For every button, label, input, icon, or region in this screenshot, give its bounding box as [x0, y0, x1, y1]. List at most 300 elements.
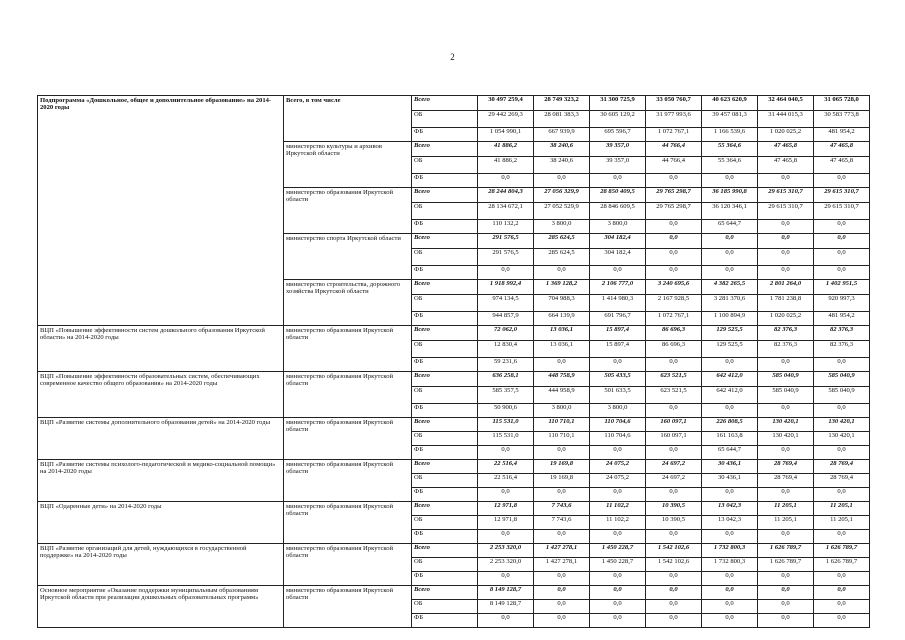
- amount-cell: 82 376,3: [814, 326, 870, 341]
- amount-cell: 28 846 609,5: [590, 203, 646, 220]
- amount-cell: 501 633,5: [590, 387, 646, 404]
- amount-cell: 110 704,6: [590, 432, 646, 446]
- amount-cell: 11 205,1: [814, 502, 870, 516]
- amount-cell: 0,0: [478, 488, 534, 502]
- amount-cell: 691 796,7: [590, 312, 646, 326]
- executor-cell: министерство образования Иркутской области: [284, 460, 412, 502]
- amount-cell: 22 516,4: [478, 474, 534, 488]
- amount-cell: 28 769,4: [814, 474, 870, 488]
- amount-cell: 65 644,7: [702, 220, 758, 234]
- amount-cell: 0,0: [758, 358, 814, 372]
- amount-cell: 29 615 310,7: [758, 188, 814, 203]
- amount-cell: 1 542 102,6: [646, 558, 702, 572]
- amount-cell: 115 531,0: [478, 432, 534, 446]
- amount-cell: 11 205,1: [758, 502, 814, 516]
- amount-cell: 1 626 789,7: [814, 544, 870, 558]
- funding-source-cell: ФБ: [412, 128, 478, 142]
- amount-cell: 0,0: [814, 358, 870, 372]
- amount-cell: 642 412,0: [702, 372, 758, 387]
- executor-cell: министерство образования Иркутской области: [284, 544, 412, 586]
- amount-cell: 664 139,9: [534, 312, 590, 326]
- amount-cell: 0,0: [646, 220, 702, 234]
- amount-cell: 1 072 767,1: [646, 128, 702, 142]
- amount-cell: 226 808,5: [702, 418, 758, 432]
- amount-cell: 30 605 129,2: [590, 111, 646, 128]
- amount-cell: 8 149 128,7: [478, 600, 534, 614]
- amount-cell: 1 369 128,2: [534, 280, 590, 295]
- amount-cell: 29 765 298,7: [646, 188, 702, 203]
- amount-cell: 0,0: [590, 586, 646, 600]
- amount-cell: 636 258,1: [478, 372, 534, 387]
- funding-source-cell: ОБ: [412, 341, 478, 358]
- amount-cell: 13 042,3: [702, 516, 758, 530]
- amount-cell: 2 801 264,0: [758, 280, 814, 295]
- amount-cell: 0,0: [758, 404, 814, 418]
- amount-cell: 0,0: [646, 358, 702, 372]
- amount-cell: 0,0: [758, 220, 814, 234]
- amount-cell: 0,0: [702, 530, 758, 544]
- amount-cell: 7 743,6: [534, 502, 590, 516]
- funding-source-cell: ФБ: [412, 488, 478, 502]
- amount-cell: 39 357,0: [590, 142, 646, 157]
- amount-cell: 110 132,2: [478, 220, 534, 234]
- amount-cell: 27 056 329,9: [534, 188, 590, 203]
- amount-cell: 0,0: [590, 266, 646, 280]
- amount-cell: 19 169,8: [534, 474, 590, 488]
- amount-cell: 0,0: [702, 572, 758, 586]
- amount-cell: 28 769,4: [814, 460, 870, 474]
- funding-source-cell: Всего: [412, 234, 478, 249]
- amount-cell: 585 040,9: [758, 387, 814, 404]
- amount-cell: 0,0: [702, 614, 758, 628]
- amount-cell: 2 167 928,5: [646, 295, 702, 312]
- amount-cell: 86 696,3: [646, 326, 702, 341]
- executor-cell: Всего, в том числе: [284, 96, 412, 142]
- program-name-cell: ВЦП «Повышение эффективности образовательных систем, обеспечивающих современное качество общего образования» на 2014-2020 годы: [38, 372, 284, 418]
- amount-cell: 695 596,7: [590, 128, 646, 142]
- amount-cell: 1 781 238,8: [758, 295, 814, 312]
- amount-cell: 22 516,4: [478, 460, 534, 474]
- funding-source-cell: ФБ: [412, 572, 478, 586]
- amount-cell: 0,0: [478, 174, 534, 188]
- page-number: 2: [450, 52, 455, 62]
- amount-cell: 11 102,2: [590, 502, 646, 516]
- amount-cell: 41 886,2: [478, 142, 534, 157]
- amount-cell: 59 231,6: [478, 358, 534, 372]
- amount-cell: 0,0: [758, 174, 814, 188]
- amount-cell: 13 042,3: [702, 502, 758, 516]
- amount-cell: 0,0: [534, 586, 590, 600]
- amount-cell: 29 615 310,7: [814, 203, 870, 220]
- amount-cell: 41 886,2: [478, 157, 534, 174]
- amount-cell: 667 939,9: [534, 128, 590, 142]
- amount-cell: 0,0: [534, 488, 590, 502]
- amount-cell: 130 420,1: [758, 432, 814, 446]
- amount-cell: 55 364,6: [702, 142, 758, 157]
- amount-cell: 481 954,2: [814, 128, 870, 142]
- amount-cell: 31 977 993,6: [646, 111, 702, 128]
- amount-cell: 974 134,5: [478, 295, 534, 312]
- amount-cell: 1 450 228,7: [590, 544, 646, 558]
- amount-cell: 15 897,4: [590, 326, 646, 341]
- table-row: [38, 502, 870, 516]
- amount-cell: 8 149 128,7: [478, 586, 534, 600]
- amount-cell: 29 442 269,3: [478, 111, 534, 128]
- amount-cell: 304 182,4: [590, 249, 646, 266]
- amount-cell: 31 444 015,3: [758, 111, 814, 128]
- amount-cell: 15 897,4: [590, 341, 646, 358]
- amount-cell: 27 052 529,9: [534, 203, 590, 220]
- funding-source-cell: Всего: [412, 188, 478, 203]
- amount-cell: 39 457 081,3: [702, 111, 758, 128]
- table-row: [38, 418, 870, 432]
- amount-cell: 110 710,1: [534, 418, 590, 432]
- amount-cell: 47 465,8: [758, 157, 814, 174]
- funding-source-cell: Всего: [412, 460, 478, 474]
- amount-cell: 0,0: [534, 358, 590, 372]
- amount-cell: 0,0: [702, 234, 758, 249]
- amount-cell: 0,0: [534, 446, 590, 460]
- amount-cell: 0,0: [646, 266, 702, 280]
- funding-source-cell: ОБ: [412, 516, 478, 530]
- amount-cell: 291 576,5: [478, 249, 534, 266]
- amount-cell: 0,0: [758, 614, 814, 628]
- table-row: [38, 372, 870, 387]
- funding-source-cell: ОБ: [412, 157, 478, 174]
- amount-cell: 0,0: [702, 488, 758, 502]
- amount-cell: 0,0: [758, 266, 814, 280]
- amount-cell: 0,0: [590, 530, 646, 544]
- amount-cell: 0,0: [478, 266, 534, 280]
- amount-cell: 585 040,9: [814, 372, 870, 387]
- amount-cell: 0,0: [702, 174, 758, 188]
- amount-cell: 50 900,6: [478, 404, 534, 418]
- funding-source-cell: ФБ: [412, 358, 478, 372]
- amount-cell: 0,0: [758, 446, 814, 460]
- amount-cell: 0,0: [534, 614, 590, 628]
- funding-source-cell: ОБ: [412, 111, 478, 128]
- amount-cell: 0,0: [814, 530, 870, 544]
- funding-source-cell: ОБ: [412, 600, 478, 614]
- amount-cell: 0,0: [814, 586, 870, 600]
- amount-cell: 19 169,8: [534, 460, 590, 474]
- amount-cell: 10 390,5: [646, 516, 702, 530]
- amount-cell: 82 376,3: [758, 341, 814, 358]
- amount-cell: 28 244 804,3: [478, 188, 534, 203]
- amount-cell: 3 800,0: [534, 220, 590, 234]
- funding-source-cell: Всего: [412, 502, 478, 516]
- amount-cell: 0,0: [646, 174, 702, 188]
- amount-cell: 0,0: [590, 572, 646, 586]
- amount-cell: 47 465,8: [814, 142, 870, 157]
- amount-cell: 82 376,3: [758, 326, 814, 341]
- amount-cell: 1 072 767,1: [646, 312, 702, 326]
- funding-source-cell: ФБ: [412, 404, 478, 418]
- amount-cell: 110 710,1: [534, 432, 590, 446]
- amount-cell: 0,0: [702, 600, 758, 614]
- amount-cell: 30 497 259,4: [478, 96, 534, 111]
- program-name-cell: Основное мероприятие «Оказание поддержки муниципальным образованиям Иркутской области при реализации дошкольных образовательных программ»: [38, 586, 284, 628]
- amount-cell: 291 576,5: [478, 234, 534, 249]
- amount-cell: 0,0: [646, 488, 702, 502]
- executor-cell: министерство образования Иркутской области: [284, 188, 412, 234]
- amount-cell: 1 166 539,6: [702, 128, 758, 142]
- amount-cell: 4 382 265,5: [702, 280, 758, 295]
- program-name-cell: ВЦП «Повышение эффективности систем дошкольного образования Иркутской области» на 2014-2020 годы: [38, 326, 284, 372]
- amount-cell: 24 697,2: [646, 474, 702, 488]
- amount-cell: 2 106 777,0: [590, 280, 646, 295]
- amount-cell: 1 450 228,7: [590, 558, 646, 572]
- amount-cell: 0,0: [702, 266, 758, 280]
- amount-cell: 0,0: [590, 358, 646, 372]
- amount-cell: 28 769,4: [758, 474, 814, 488]
- funding-source-cell: Всего: [412, 418, 478, 432]
- amount-cell: 11 205,1: [758, 516, 814, 530]
- amount-cell: 160 097,1: [646, 418, 702, 432]
- funding-source-cell: ФБ: [412, 446, 478, 460]
- amount-cell: 920 997,3: [814, 295, 870, 312]
- amount-cell: 0,0: [758, 488, 814, 502]
- amount-cell: 1 020 025,2: [758, 128, 814, 142]
- executor-cell: министерство образования Иркутской области: [284, 502, 412, 544]
- amount-cell: 0,0: [590, 446, 646, 460]
- amount-cell: 86 696,3: [646, 341, 702, 358]
- amount-cell: 1 100 894,9: [702, 312, 758, 326]
- amount-cell: 65 644,7: [702, 446, 758, 460]
- amount-cell: 1 054 990,1: [478, 128, 534, 142]
- amount-cell: 24 075,2: [590, 474, 646, 488]
- amount-cell: 55 364,6: [702, 157, 758, 174]
- amount-cell: 24 075,2: [590, 460, 646, 474]
- amount-cell: 0,0: [814, 446, 870, 460]
- amount-cell: 505 433,5: [590, 372, 646, 387]
- amount-cell: 110 704,6: [590, 418, 646, 432]
- amount-cell: 0,0: [534, 174, 590, 188]
- amount-cell: 0,0: [814, 266, 870, 280]
- funding-source-cell: ОБ: [412, 203, 478, 220]
- amount-cell: 0,0: [646, 614, 702, 628]
- executor-cell: министерство строительства, дорожного хозяйства Иркутской области: [284, 280, 412, 326]
- amount-cell: 0,0: [702, 358, 758, 372]
- amount-cell: 0,0: [478, 530, 534, 544]
- amount-cell: 32 464 040,5: [758, 96, 814, 111]
- funding-source-cell: ФБ: [412, 530, 478, 544]
- funding-source-cell: Всего: [412, 544, 478, 558]
- program-name-cell: Подпрограмма «Дошкольное, общее и дополнительное образование» на 2014-2020 годы: [38, 96, 284, 326]
- amount-cell: 44 766,4: [646, 142, 702, 157]
- amount-cell: 585 357,5: [478, 387, 534, 404]
- amount-cell: 31 300 725,9: [590, 96, 646, 111]
- amount-cell: 13 036,1: [534, 341, 590, 358]
- amount-cell: 1 732 800,3: [702, 558, 758, 572]
- amount-cell: 3 800,0: [590, 220, 646, 234]
- funding-source-cell: ФБ: [412, 174, 478, 188]
- funding-source-cell: Всего: [412, 326, 478, 341]
- amount-cell: 28 134 672,1: [478, 203, 534, 220]
- amount-cell: 0,0: [646, 600, 702, 614]
- funding-source-cell: ОБ: [412, 474, 478, 488]
- executor-cell: министерство образования Иркутской области: [284, 326, 412, 372]
- funding-source-cell: Всего: [412, 142, 478, 157]
- amount-cell: 0,0: [646, 572, 702, 586]
- amount-cell: 2 253 320,0: [478, 558, 534, 572]
- funding-source-cell: ФБ: [412, 220, 478, 234]
- amount-cell: 0,0: [814, 614, 870, 628]
- amount-cell: 3 800,0: [534, 404, 590, 418]
- funding-source-cell: ОБ: [412, 387, 478, 404]
- executor-cell: министерство спорта Иркутской области: [284, 234, 412, 280]
- amount-cell: 1 427 278,1: [534, 544, 590, 558]
- amount-cell: 0,0: [702, 586, 758, 600]
- amount-cell: 3 240 695,6: [646, 280, 702, 295]
- amount-cell: 29 765 298,7: [646, 203, 702, 220]
- amount-cell: 82 376,3: [814, 341, 870, 358]
- table-row: [38, 586, 870, 600]
- amount-cell: 11 205,1: [814, 516, 870, 530]
- amount-cell: 0,0: [814, 404, 870, 418]
- funding-source-cell: ОБ: [412, 558, 478, 572]
- amount-cell: 7 743,6: [534, 516, 590, 530]
- amount-cell: 29 615 310,7: [758, 203, 814, 220]
- amount-cell: 39 357,0: [590, 157, 646, 174]
- amount-cell: 161 163,8: [702, 432, 758, 446]
- amount-cell: 30 436,1: [702, 460, 758, 474]
- amount-cell: 130 420,1: [758, 418, 814, 432]
- amount-cell: 285 624,5: [534, 234, 590, 249]
- amount-cell: 623 521,5: [646, 387, 702, 404]
- amount-cell: 30 583 773,8: [814, 111, 870, 128]
- amount-cell: 642 412,0: [702, 387, 758, 404]
- amount-cell: 28 850 409,5: [590, 188, 646, 203]
- amount-cell: 0,0: [534, 266, 590, 280]
- funding-source-cell: Всего: [412, 280, 478, 295]
- amount-cell: 3 281 370,6: [702, 295, 758, 312]
- funding-source-cell: ОБ: [412, 249, 478, 266]
- funding-source-cell: ФБ: [412, 614, 478, 628]
- amount-cell: 1 732 800,3: [702, 544, 758, 558]
- amount-cell: 0,0: [590, 600, 646, 614]
- amount-cell: 0,0: [814, 174, 870, 188]
- amount-cell: 11 102,2: [590, 516, 646, 530]
- amount-cell: 0,0: [478, 614, 534, 628]
- amount-cell: 0,0: [702, 404, 758, 418]
- amount-cell: 0,0: [814, 572, 870, 586]
- amount-cell: 31 065 728,0: [814, 96, 870, 111]
- amount-cell: 0,0: [814, 600, 870, 614]
- amount-cell: 130 420,1: [814, 432, 870, 446]
- amount-cell: 0,0: [534, 530, 590, 544]
- amount-cell: 12 830,4: [478, 341, 534, 358]
- amount-cell: 0,0: [646, 530, 702, 544]
- amount-cell: 38 240,6: [534, 157, 590, 174]
- amount-cell: 36 185 990,8: [702, 188, 758, 203]
- amount-cell: 0,0: [646, 249, 702, 266]
- table-row: [38, 544, 870, 558]
- amount-cell: 47 465,8: [814, 157, 870, 174]
- amount-cell: 12 971,8: [478, 516, 534, 530]
- amount-cell: 1 626 789,7: [814, 558, 870, 572]
- amount-cell: 0,0: [814, 234, 870, 249]
- amount-cell: 44 766,4: [646, 157, 702, 174]
- funding-source-cell: ОБ: [412, 295, 478, 312]
- amount-cell: 1 427 278,1: [534, 558, 590, 572]
- funding-source-cell: ФБ: [412, 266, 478, 280]
- amount-cell: 30 436,1: [702, 474, 758, 488]
- amount-cell: 29 615 310,7: [814, 188, 870, 203]
- amount-cell: 24 697,2: [646, 460, 702, 474]
- table-row: [38, 96, 870, 111]
- executor-cell: министерство образования Иркутской области: [284, 418, 412, 460]
- amount-cell: 28 749 323,2: [534, 96, 590, 111]
- program-name-cell: ВЦП «Развитие организаций для детей, нуждающихся в государственной поддержке» на 2014-2020 годы: [38, 544, 284, 586]
- amount-cell: 944 857,9: [478, 312, 534, 326]
- amount-cell: 28 769,4: [758, 460, 814, 474]
- amount-cell: 2 253 320,0: [478, 544, 534, 558]
- amount-cell: 72 062,0: [478, 326, 534, 341]
- amount-cell: 10 390,5: [646, 502, 702, 516]
- funding-source-cell: ФБ: [412, 312, 478, 326]
- amount-cell: 115 531,0: [478, 418, 534, 432]
- amount-cell: 448 758,9: [534, 372, 590, 387]
- amount-cell: 585 040,9: [758, 372, 814, 387]
- amount-cell: 0,0: [758, 530, 814, 544]
- amount-cell: 1 020 025,2: [758, 312, 814, 326]
- amount-cell: 481 954,2: [814, 312, 870, 326]
- amount-cell: 0,0: [814, 488, 870, 502]
- amount-cell: 38 240,6: [534, 142, 590, 157]
- amount-cell: 0,0: [646, 446, 702, 460]
- funding-source-cell: Всего: [412, 586, 478, 600]
- amount-cell: 1 918 992,4: [478, 280, 534, 295]
- table-row: [38, 460, 870, 474]
- amount-cell: 0,0: [758, 249, 814, 266]
- amount-cell: 0,0: [646, 234, 702, 249]
- amount-cell: 40 623 620,9: [702, 96, 758, 111]
- executor-cell: министерство образования Иркутской области: [284, 372, 412, 418]
- amount-cell: 0,0: [758, 234, 814, 249]
- amount-cell: 1 626 789,7: [758, 544, 814, 558]
- amount-cell: 1 542 102,6: [646, 544, 702, 558]
- amount-cell: 0,0: [758, 586, 814, 600]
- amount-cell: 304 182,4: [590, 234, 646, 249]
- amount-cell: 0,0: [814, 249, 870, 266]
- amount-cell: 1 402 951,5: [814, 280, 870, 295]
- amount-cell: 129 525,5: [702, 341, 758, 358]
- amount-cell: 444 958,9: [534, 387, 590, 404]
- program-name-cell: ВЦП «Развитие системы психолого-педагогической и медико-социальной помощи» на 2014-2020 годы: [38, 460, 284, 502]
- amount-cell: 12 971,8: [478, 502, 534, 516]
- amount-cell: 0,0: [758, 600, 814, 614]
- amount-cell: 28 081 383,3: [534, 111, 590, 128]
- amount-cell: 704 988,3: [534, 295, 590, 312]
- funding-source-cell: ОБ: [412, 432, 478, 446]
- amount-cell: 285 624,5: [534, 249, 590, 266]
- amount-cell: 0,0: [646, 586, 702, 600]
- amount-cell: 0,0: [814, 220, 870, 234]
- amount-cell: 623 521,5: [646, 372, 702, 387]
- amount-cell: 585 040,9: [814, 387, 870, 404]
- budget-table: [37, 95, 870, 628]
- amount-cell: 36 120 346,1: [702, 203, 758, 220]
- amount-cell: 0,0: [758, 572, 814, 586]
- program-name-cell: ВЦП «Развитие системы дополнительного образования детей» на 2014-2020 годы: [38, 418, 284, 460]
- amount-cell: 0,0: [590, 174, 646, 188]
- amount-cell: 3 800,0: [590, 404, 646, 418]
- amount-cell: 0,0: [646, 404, 702, 418]
- amount-cell: 13 036,1: [534, 326, 590, 341]
- amount-cell: 0,0: [590, 488, 646, 502]
- amount-cell: 1 414 980,3: [590, 295, 646, 312]
